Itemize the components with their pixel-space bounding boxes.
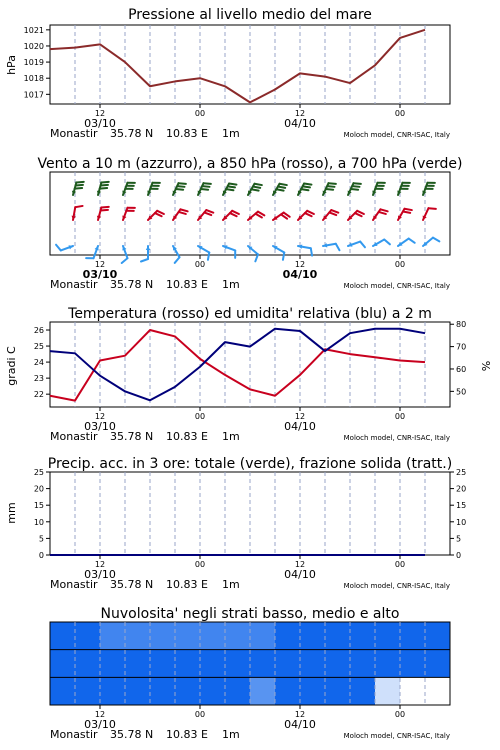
temp-y-axis-label: gradi C [5,346,18,386]
barb-feather [433,238,439,242]
y-tick-label: 26 [33,326,44,336]
barb-feather [202,186,209,187]
cloud-cell [275,677,300,705]
barb-feather [304,184,311,185]
cloud-cell [350,622,375,650]
precip-y-ticks [34,468,50,560]
barb-feather [177,186,184,187]
cloud-cell [75,622,100,650]
pressure-series [50,30,425,103]
x-tick-label: 00 [394,710,406,719]
barb-feather [380,209,387,211]
x-tick-label: 12 [94,710,106,719]
barb-feather [311,248,312,255]
wind-barb [422,183,435,195]
x-tick-label: 12 [94,109,106,118]
cloud-title: Nuvolosita' negli strati basso, medio e alto [100,606,400,622]
station-lon: 10.83 E [166,278,208,291]
x-tick-label: 12 [294,260,306,269]
wind-barb [72,206,83,220]
cloud-panel [50,606,450,741]
barb-feather [101,185,108,186]
model-credit: Moloch model, CNR-ISAC, Italy [343,131,450,139]
cloud-cell [275,622,300,650]
wind-barb [248,246,258,261]
y-tick-label: 5 [456,534,462,544]
temp-y-ticks [34,326,50,399]
barb-feather [179,212,186,214]
x-tick-label: 00 [194,560,206,569]
wind-barb [122,183,135,195]
cloud-footer [50,728,450,741]
barb-feather [206,210,213,213]
barb-feather [230,213,237,216]
x-tick-label: 00 [394,260,406,269]
cloud-cell [150,622,175,650]
wind-barb [122,246,128,263]
pressure-panel [5,7,450,140]
temp-title: Temperatura (rosso) ed umidita' relativa (blu) a 2 m [68,306,432,322]
barb-feather [101,210,108,211]
pressure-title: Pressione al livello medio del mare [128,7,372,23]
x-tick-label: 12 [94,560,106,569]
barb-feather [155,213,162,216]
wind-barb [147,183,160,195]
barb-feather [336,244,340,250]
cloud-cell [250,650,275,678]
y-tick-label: 25 [456,468,467,477]
y-tick-label: 25 [33,468,44,477]
barb-feather [176,189,183,190]
y-tick-label: 10 [456,517,467,527]
model-credit: Moloch model, CNR-ISAC, Italy [343,732,450,740]
wind-barb [72,182,84,195]
wind-barb [173,183,186,195]
wind-title: Vento a 10 m (azzurro), a 850 hPa (rosso), a 700 hPa (verde) [37,156,463,172]
cloud-cell [125,677,150,705]
precip-grid [75,472,425,555]
wind-barb [372,183,385,195]
cloud-cell [350,677,375,705]
cloud-cell [300,677,325,705]
cloud-cell [175,622,200,650]
barb-feather [331,210,338,213]
barb-feather [232,211,239,214]
temp-grid [75,322,425,407]
barb-feather [100,188,107,189]
cloud-cell [200,650,225,678]
station-lon: 10.83 E [166,127,208,140]
wind-barb [223,184,237,195]
wind-barb [323,183,336,195]
cloud-cell [225,622,250,650]
date-label: 04/10 [284,718,316,731]
barb-feather [379,212,386,214]
wind-barbs [56,182,439,263]
barb-feather [251,189,258,190]
barb-feather [228,186,235,187]
wind-barb [86,246,99,258]
date-label: 03/10 [84,420,116,433]
cloud-cell [100,650,125,678]
cloud-cell [125,622,150,650]
cloud-cell [325,677,350,705]
barb-feather [353,183,360,184]
cloud-cell [250,677,275,705]
cloud-cell [200,622,225,650]
barb-feather [101,207,108,208]
cloud-cell [150,677,175,705]
y-tick-label: 20 [456,484,467,494]
pressure-plot-frame [50,25,450,104]
barb-feather [157,211,164,214]
cloud-cell [75,650,100,678]
cloud-cell [50,677,75,705]
y-tick-label: 5 [38,534,44,544]
model-credit: Moloch model, CNR-ISAC, Italy [343,282,450,290]
station-name: Monastir [50,430,98,443]
barb-feather [428,208,435,209]
x-tick-label: 12 [94,260,106,269]
barb-feather [360,242,365,248]
station-elevation: 1m [222,127,240,140]
temp-footer [50,430,450,443]
station-lon: 10.83 E [166,430,208,443]
barb-feather [280,184,287,185]
barb-feather [301,189,308,190]
wind-barb [173,246,180,263]
cloud-cell [125,650,150,678]
y-tick-label: 80 [456,320,467,330]
date-label: 03/10 [82,268,118,281]
y-tick-label: 1017 [23,90,44,100]
cloud-cell [375,677,400,705]
y-tick-label: 0 [456,551,462,560]
barb-feather [253,187,260,188]
barb-feather [326,189,333,190]
wind-barb [97,182,109,195]
cloud-cell [250,622,275,650]
cloud-cell [100,622,125,650]
barb-feather [101,182,108,183]
barb-feather [75,188,82,189]
wind-barb [348,242,365,248]
temperature-line [50,330,425,401]
wind-barb [97,207,109,220]
humidity-y-ticks [450,320,466,396]
y-tick-label: 22 [33,390,44,400]
y-tick-label: 15 [33,501,44,511]
cloud-cell [50,622,75,650]
barb-feather [351,189,358,190]
cloud-cell [375,622,400,650]
x-tick-label: 00 [194,109,206,118]
wind-barb [348,183,361,195]
wind-panel [37,156,462,291]
station-name: Monastir [50,728,98,741]
y-tick-label: 20 [33,484,44,494]
barb-feather [180,209,187,211]
barb-feather [226,189,233,190]
station-elevation: 1m [222,578,240,591]
cloud-cell [225,677,250,705]
barb-feather [409,239,415,243]
y-tick-label: 60 [456,364,467,374]
barb-feather [56,245,61,251]
cloud-cell [75,677,100,705]
model-credit: Moloch model, CNR-ISAC, Italy [343,582,450,590]
station-lat: 35.78 N [110,278,154,291]
cloud-cell [375,650,400,678]
wind-barb [397,183,410,195]
y-tick-label: 10 [33,517,44,527]
x-tick-label: 00 [194,710,206,719]
cloud-cell [175,650,200,678]
y-tick-label: 1018 [23,74,44,84]
precip-y-ticks-right [450,468,466,560]
cloud-cell [300,622,325,650]
barb-feather [76,182,83,183]
barb-feather [141,259,148,262]
barb-feather [204,212,211,215]
pressure-y-ticks [24,26,50,99]
date-label: 04/10 [284,420,316,433]
precip-footer [50,578,450,591]
wind-barb [141,246,150,262]
cloud-cell [300,650,325,678]
barb-feather [255,184,262,185]
x-tick-label: 00 [194,412,206,421]
wind-footer [50,278,450,291]
pressure-line [50,30,425,103]
cloud-cell [150,650,175,678]
y-tick-label: 0 [38,551,44,560]
y-tick-label: 24 [33,358,44,368]
y-tick-label: 50 [456,387,467,397]
barb-feather [276,189,283,190]
x-tick-label: 00 [394,412,406,421]
station-lat: 35.78 N [110,578,154,591]
wind-barb [198,183,211,195]
x-tick-label: 12 [94,412,106,421]
barb-feather [303,186,310,187]
barb-feather [75,206,82,207]
barb-feather [208,253,209,260]
temp-panel [5,306,493,443]
model-credit: Moloch model, CNR-ISAC, Italy [343,434,450,442]
cloud-cell [275,650,300,678]
humidity-y-axis-label: % [480,360,493,372]
date-label: 03/10 [84,117,116,130]
barb-feather [328,183,335,184]
y-tick-label: 1020 [23,41,44,51]
station-name: Monastir [50,578,98,591]
y-tick-label: 1019 [23,58,44,68]
barb-feather [278,187,285,188]
cloud-cell [325,650,350,678]
date-label: 03/10 [84,568,116,581]
barb-feather [175,257,180,263]
precip-title: Precip. acc. in 3 ore: totale (verde), frazione solida (tratt.) [47,456,453,472]
date-label: 03/10 [84,718,116,731]
barb-feather [355,213,362,216]
station-elevation: 1m [222,278,240,291]
wind-barb [298,184,312,195]
x-tick-label: 12 [294,710,306,719]
temp-series [50,329,425,401]
station-lon: 10.83 E [166,728,208,741]
station-name: Monastir [50,278,98,291]
barb-feather [122,258,128,263]
station-lat: 35.78 N [110,430,154,443]
x-tick-label: 12 [294,109,306,118]
y-tick-label: 23 [33,374,44,384]
date-label: 04/10 [284,568,316,581]
wind-barb [122,208,135,220]
barb-feather [76,185,83,186]
barb-feather [283,253,284,260]
barb-feather [203,183,210,184]
barb-feather [305,213,312,216]
barb-feather [178,183,185,184]
barb-feather [229,184,236,185]
cloud-cell [100,677,125,705]
cloud-cell [50,650,75,678]
barb-feather [403,212,410,213]
station-lon: 10.83 E [166,578,208,591]
cloud-cell [225,650,250,678]
y-tick-label: 1021 [23,25,44,35]
barb-feather [329,212,336,215]
station-lat: 35.78 N [110,127,154,140]
precip-panel [5,456,466,591]
barb-feather [201,189,208,190]
cloud-cell [350,650,375,678]
station-name: Monastir [50,127,98,140]
date-label: 04/10 [284,117,316,130]
wind-barb [56,245,73,251]
x-tick-label: 12 [294,412,306,421]
x-tick-label: 00 [394,560,406,569]
precip-y-axis-label: mm [5,502,18,524]
x-tick-label: 12 [294,560,306,569]
cloud-cell [325,622,350,650]
barb-feather [405,209,412,210]
barb-feather [357,211,364,214]
station-lat: 35.78 N [110,728,154,741]
cloud-cell [175,677,200,705]
humidity-line [50,329,425,401]
barb-feather [352,186,359,187]
pressure-footer [50,127,450,140]
cloud-cell [200,677,225,705]
y-tick-label: 70 [456,342,467,352]
y-tick-label: 15 [456,501,467,511]
station-elevation: 1m [222,430,240,443]
barb-feather [384,240,390,245]
barb-head [146,246,150,250]
x-tick-label: 00 [194,260,206,269]
barb-feather [327,186,334,187]
y-tick-label: 25 [33,342,44,352]
x-tick-label: 00 [394,109,406,118]
pressure-y-axis-label: hPa [5,55,18,75]
station-elevation: 1m [222,728,240,741]
wind-barb [398,239,415,246]
wind-barb [373,240,390,247]
barb-feather [307,211,314,214]
wind-barb [273,213,290,220]
date-label: 04/10 [282,268,318,281]
